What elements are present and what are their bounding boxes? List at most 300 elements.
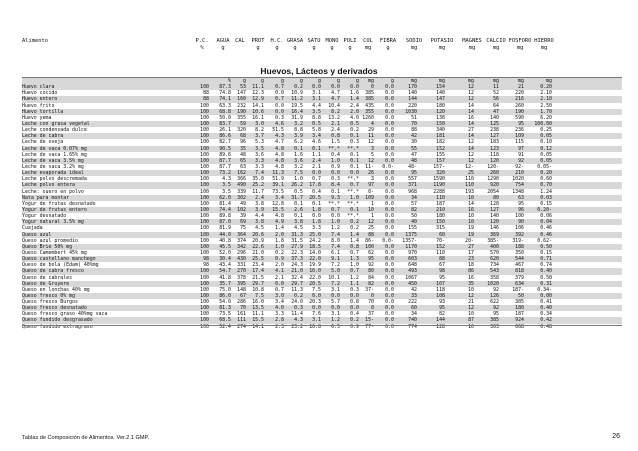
table-cell: 355 bbox=[237, 114, 246, 121]
table-cell: 590 bbox=[515, 114, 524, 121]
table-cell: 1.4 bbox=[275, 225, 284, 232]
food-name: Queso fresco Burgos bbox=[22, 299, 78, 306]
table-cell: 22.6 bbox=[252, 243, 264, 250]
table-cell: 0 bbox=[371, 84, 374, 91]
table-cell: 11.1 bbox=[252, 84, 264, 91]
food-name: Queso azul bbox=[22, 231, 52, 238]
table-cell: 83.7 bbox=[219, 120, 231, 127]
header-col-unit: mg bbox=[540, 44, 548, 51]
table-cell: 88 bbox=[368, 231, 374, 238]
table-cell: 0.7 bbox=[350, 249, 359, 256]
table-cell: 0.0 bbox=[385, 231, 394, 238]
table-cell: 9.3 bbox=[331, 194, 340, 201]
table-cell: 100.00 bbox=[534, 120, 552, 127]
table-cell: 0.0 bbox=[331, 292, 340, 299]
table-cell: 12 bbox=[468, 157, 474, 164]
table-cell: 15- bbox=[365, 317, 374, 324]
table-cell: 1.0 bbox=[350, 262, 359, 269]
table-cell: 30.4 bbox=[219, 256, 231, 263]
table-cell: 20.5 bbox=[309, 194, 321, 201]
table-cell: 0.4 bbox=[350, 311, 359, 318]
table-cell: 319- bbox=[512, 237, 524, 244]
table-cell: 1.24 bbox=[540, 188, 552, 195]
table-cell: 0.0 bbox=[331, 170, 340, 177]
table-cell: 51.9 bbox=[272, 176, 284, 183]
table-cell: 8.2 bbox=[255, 127, 264, 134]
header-col-11 bbox=[400, 38, 428, 51]
table-cell: 80 bbox=[493, 194, 499, 201]
table-cell: 0.7 bbox=[275, 84, 284, 91]
table-cell: 0.2 bbox=[350, 225, 359, 232]
table-cell: 2.4 bbox=[255, 194, 264, 201]
table-cell: 52.4 bbox=[219, 323, 231, 330]
table-cell: 53 bbox=[240, 84, 246, 91]
table-cell: 10.9 bbox=[291, 90, 303, 97]
header-col-16 bbox=[530, 38, 558, 51]
table-cell: 0.0 bbox=[385, 280, 394, 287]
table-cell: 87.0 bbox=[219, 219, 231, 226]
table-cell: 1.2 bbox=[331, 225, 340, 232]
table-cell: 152 bbox=[436, 243, 445, 250]
table-cell: 0.0 bbox=[312, 170, 321, 177]
table-cell: 190 bbox=[237, 108, 246, 115]
table-cell: 493 bbox=[408, 268, 417, 275]
table-cell: 385 bbox=[365, 96, 374, 103]
table-cell: 100 bbox=[200, 231, 209, 238]
table-cell: 3.6 bbox=[294, 157, 303, 164]
table-cell: 3.6 bbox=[255, 151, 264, 158]
table-cell: 0.05 bbox=[540, 133, 552, 140]
table-cell: 88 bbox=[411, 127, 417, 134]
table-cell: 12 bbox=[368, 219, 374, 226]
table-cell: 2.0 bbox=[275, 262, 284, 269]
table-cell: 16.1 bbox=[252, 114, 264, 121]
table-cell: 4.3 bbox=[275, 133, 284, 140]
table-cell: 1.6 bbox=[294, 151, 303, 158]
table-cell: 51.5 bbox=[272, 127, 284, 134]
table-cell: 0.0 bbox=[385, 286, 394, 293]
food-name: Queso fresco graso 40%mg vaca bbox=[22, 311, 108, 318]
table-cell: 0.3 bbox=[275, 114, 284, 121]
table-cell: 1190 bbox=[433, 182, 445, 189]
table-cell: 100 bbox=[200, 311, 209, 318]
table-cell: 148 bbox=[237, 286, 246, 293]
table-cell: 162 bbox=[237, 170, 246, 177]
table-cell: 0.03 bbox=[540, 194, 552, 201]
table-cell: 1357- bbox=[402, 237, 417, 244]
table-cell: 75 bbox=[240, 225, 246, 232]
table-cell: 1030 bbox=[405, 108, 417, 115]
table-cell: 100 bbox=[200, 108, 209, 115]
table-cell: 11.4 bbox=[291, 311, 303, 318]
table-cell: 0.71 bbox=[540, 256, 552, 263]
table-cell: 97 bbox=[518, 145, 524, 152]
table-cell: 0.3 bbox=[331, 176, 340, 183]
table-cell: 115 bbox=[515, 139, 524, 146]
table-cell: 220 bbox=[408, 102, 417, 109]
table-cell: 16.0 bbox=[309, 268, 321, 275]
table-cell: 96 bbox=[518, 206, 524, 213]
table-cell: 4.0 bbox=[275, 305, 284, 312]
table-cell: 100 bbox=[365, 243, 374, 250]
table-cell: 320 bbox=[436, 170, 445, 177]
table-cell: 0.05 bbox=[540, 157, 552, 164]
table-cell: 0.0 bbox=[350, 292, 359, 299]
table-cell: **.* bbox=[347, 176, 359, 183]
table-cell: 0.7 bbox=[275, 96, 284, 103]
table-cell: 25.2 bbox=[252, 182, 264, 189]
table-cell: 11 bbox=[368, 133, 374, 140]
table-cell: 100 bbox=[200, 127, 209, 134]
table-cell: 1.0 bbox=[275, 243, 284, 250]
table-cell: 95 bbox=[518, 120, 524, 127]
table-cell: 89.8 bbox=[219, 213, 231, 220]
table-cell: 10 bbox=[468, 311, 474, 318]
table-cell: 260 bbox=[490, 170, 499, 177]
table-cell: 366 bbox=[237, 176, 246, 183]
table-cell: 17.8 bbox=[309, 182, 321, 189]
table-cell: 3.7 bbox=[255, 133, 264, 140]
table-cell: 0.15 bbox=[540, 249, 552, 256]
table-cell: 0.0- bbox=[382, 237, 394, 244]
table-cell: 97 bbox=[368, 182, 374, 189]
table-cell: 14 bbox=[468, 102, 474, 109]
table-cell: 0.0 bbox=[385, 317, 394, 324]
table-cell: 0.05 bbox=[540, 151, 552, 158]
food-name: Yogur de frutas desnatado bbox=[22, 200, 96, 207]
table-cell: 110 bbox=[465, 176, 474, 183]
table-cell: 118 bbox=[490, 151, 499, 158]
table-cell: 88 bbox=[203, 96, 209, 103]
table-cell: 340 bbox=[436, 127, 445, 134]
table-cell: 1.8 bbox=[275, 237, 284, 244]
table-cell: 0.0 bbox=[312, 305, 321, 312]
table-cell: 16.8 bbox=[309, 323, 321, 330]
header-col-label: SATU bbox=[307, 38, 321, 44]
table-cell: 95 bbox=[368, 256, 374, 263]
table-cell: 0.12 bbox=[540, 145, 552, 152]
table-cell: 0.1 bbox=[294, 145, 303, 152]
table-cell: 87 bbox=[468, 317, 474, 324]
table-cell: 44.0 bbox=[219, 231, 231, 238]
table-cell: **.* bbox=[347, 145, 359, 152]
table-cell: 0.0 bbox=[331, 84, 340, 91]
table-cell: 100 bbox=[200, 249, 209, 256]
table-cell: 62.0 bbox=[219, 194, 231, 201]
table-cell: 74.4 bbox=[219, 206, 231, 213]
section-title: Huevos, Lácteos y derivados bbox=[260, 66, 378, 76]
table-cell: 0.0 bbox=[385, 84, 394, 91]
table-cell: 100 bbox=[200, 139, 209, 146]
table-cell: 570 bbox=[490, 249, 499, 256]
table-cell: 0.60 bbox=[540, 176, 552, 183]
table-cell: 5.8 bbox=[312, 127, 321, 134]
header-col-unit: mg bbox=[410, 44, 418, 51]
table-cell: 81.3 bbox=[219, 305, 231, 312]
table-cell: 4.6 bbox=[312, 139, 321, 146]
table-cell: 100 bbox=[200, 84, 209, 91]
unit-cell: mg bbox=[545, 78, 552, 84]
table-cell: 0.0 bbox=[275, 280, 284, 287]
table-cell: 126 bbox=[490, 292, 499, 299]
table-cell: 0.1 bbox=[350, 163, 359, 170]
table-cell: 68.5 bbox=[219, 317, 231, 324]
table-cell: 320 bbox=[237, 127, 246, 134]
table-cell: 12 bbox=[468, 96, 474, 103]
header-col-label: GRASA bbox=[286, 38, 304, 44]
table-cell: 100 bbox=[200, 182, 209, 189]
table-cell: 68.8 bbox=[219, 108, 231, 115]
table-cell: 88 bbox=[439, 256, 445, 263]
table-cell: 89.6 bbox=[219, 151, 231, 158]
table-cell: 50 bbox=[411, 213, 417, 220]
table-cell: 0.0 bbox=[385, 145, 394, 152]
table-cell: 668 bbox=[515, 323, 524, 330]
table-cell: 40 bbox=[411, 219, 417, 226]
table-cell: 1 bbox=[371, 200, 374, 207]
table-cell: 0.5 bbox=[350, 120, 359, 127]
table-cell: **.* bbox=[328, 200, 340, 207]
table-cell: 95 bbox=[518, 200, 524, 207]
table-cell: 140 bbox=[436, 90, 445, 97]
food-name: Huevo cocido bbox=[22, 90, 58, 97]
table-cell: 3.4 bbox=[275, 299, 284, 306]
table-cell: 100 bbox=[200, 274, 209, 281]
table-cell: 16 bbox=[468, 114, 474, 121]
food-name: Huevo entero bbox=[22, 96, 58, 103]
table-cell: 395 bbox=[237, 280, 246, 287]
table-cell: 0.41 bbox=[540, 299, 552, 306]
table-cell: 100 bbox=[200, 280, 209, 287]
table-cell: 7.4 bbox=[255, 170, 264, 177]
table-cell: 0.20 bbox=[540, 84, 552, 91]
table-cell: 96 bbox=[240, 139, 246, 146]
table-cell: 0.7 bbox=[275, 286, 284, 293]
table-cell: 0.0 bbox=[385, 225, 394, 232]
table-cell: 0.1 bbox=[350, 133, 359, 140]
table-cell: 11.1 bbox=[252, 311, 264, 318]
unit-cell: mg bbox=[438, 78, 445, 84]
table-cell: 3.0 bbox=[275, 292, 284, 299]
table-cell: 3.4 bbox=[312, 133, 321, 140]
table-cell: 67 bbox=[240, 292, 246, 299]
table-cell: 57 bbox=[411, 200, 417, 207]
table-cell: 6.2 bbox=[294, 139, 303, 146]
table-cell: 0 bbox=[371, 305, 374, 312]
table-cell: 63.3 bbox=[219, 102, 231, 109]
unit-cell: g bbox=[242, 78, 246, 84]
table-cell: 1348 bbox=[512, 188, 524, 195]
table-cell: 3.8 bbox=[255, 219, 264, 226]
food-table bbox=[22, 78, 622, 330]
table-cell: 0.8 bbox=[331, 133, 340, 140]
table-cell: 5.7 bbox=[331, 299, 340, 306]
header-col-unit: % bbox=[200, 44, 204, 51]
header-col-unit: g bbox=[221, 44, 225, 51]
table-cell: 21.0 bbox=[291, 268, 303, 275]
table-cell: 14 bbox=[468, 120, 474, 127]
table-cell: 2.8 bbox=[275, 317, 284, 324]
header-col-unit: g bbox=[386, 44, 390, 51]
table-cell: 0.0 bbox=[385, 182, 394, 189]
table-cell: 0.2 bbox=[275, 249, 284, 256]
table-cell: 12- bbox=[465, 163, 474, 170]
table-cell: 67 bbox=[439, 262, 445, 269]
table-cell: 734 bbox=[490, 262, 499, 269]
food-name: Leche polvo descremada bbox=[22, 176, 87, 183]
table-cell: 0.20 bbox=[540, 170, 552, 177]
table-cell: 100 bbox=[200, 292, 209, 299]
table-cell: 0.20- bbox=[537, 206, 552, 213]
table-cell: 93 bbox=[439, 299, 445, 306]
column-header bbox=[22, 38, 622, 60]
table-cell: 0.2 bbox=[350, 127, 359, 134]
table-cell: 6.20 bbox=[540, 114, 552, 121]
table-cell: 54.0 bbox=[219, 299, 231, 306]
table-cell: 2.50 bbox=[540, 102, 552, 109]
table-cell: 774 bbox=[408, 323, 417, 330]
table-cell: 86.6 bbox=[219, 133, 231, 140]
table-cell: 10 bbox=[368, 206, 374, 213]
table-cell: 2.0 bbox=[275, 231, 284, 238]
table-cell: 40.8 bbox=[219, 237, 231, 244]
table-cell: 6.5 bbox=[331, 323, 340, 330]
table-cell: 2.1 bbox=[275, 274, 284, 281]
unit-cell: g bbox=[260, 78, 264, 84]
table-cell: 0.1 bbox=[312, 145, 321, 152]
table-cell: 12 bbox=[468, 84, 474, 91]
table-cell: 19.5 bbox=[291, 102, 303, 109]
food-name: Queso de cabrales bbox=[22, 274, 73, 281]
table-cell: 7.4 bbox=[331, 243, 340, 250]
table-cell: 187 bbox=[436, 200, 445, 207]
header-col-unit: g bbox=[256, 44, 260, 51]
footer-text: Tablas de Composición de Alimentos. Ver.2.1 GMP. bbox=[22, 435, 150, 441]
table-cell: 315 bbox=[436, 225, 445, 232]
food-name: Leche de oveja bbox=[22, 139, 64, 146]
food-name: Queso azul promedio bbox=[22, 237, 78, 244]
table-cell: 270 bbox=[237, 268, 246, 275]
table-cell: 0.9 bbox=[275, 256, 284, 263]
food-name: Cuajada bbox=[22, 225, 43, 232]
table-cell: 0.4 bbox=[331, 151, 340, 158]
table-cell: 118 bbox=[436, 286, 445, 293]
table-cell: 110 bbox=[436, 249, 445, 256]
table-cell: 385- bbox=[487, 237, 499, 244]
table-cell: 0.34- bbox=[537, 286, 552, 293]
table-cell: 3.2 bbox=[294, 163, 303, 170]
table-cell: 24.3 bbox=[291, 262, 303, 269]
table-cell: 0.1 bbox=[350, 157, 359, 164]
table-cell: 0.7 bbox=[312, 176, 321, 183]
table-cell: 740 bbox=[408, 317, 417, 324]
table-cell: 21 bbox=[518, 84, 524, 91]
table-cell: 82.7 bbox=[219, 139, 231, 146]
table-cell: 20.9 bbox=[252, 237, 264, 244]
table-cell: 18 bbox=[468, 262, 474, 269]
table-cell: **.* bbox=[347, 213, 359, 220]
table-cell: 4.9 bbox=[275, 219, 284, 226]
table-cell: 170 bbox=[408, 84, 417, 91]
food-name: Leche: suero en polvo bbox=[22, 188, 84, 195]
table-cell: 12 bbox=[368, 157, 374, 164]
table-cell: 63 bbox=[240, 163, 246, 170]
table-cell: 14.0 bbox=[309, 249, 321, 256]
table-cell: 27 bbox=[468, 243, 474, 250]
table-cell: 0.0 bbox=[385, 206, 394, 213]
table-cell: 100 bbox=[200, 317, 209, 324]
table-cell: 4.7 bbox=[275, 139, 284, 146]
table-cell: 0.0 bbox=[385, 120, 394, 127]
table-cell: 1260 bbox=[362, 114, 374, 121]
header-col-label: MAGNES bbox=[462, 38, 482, 44]
table-cell: **.* bbox=[328, 145, 340, 152]
table-cell: 47 bbox=[493, 108, 499, 115]
table-cell: 14 bbox=[468, 145, 474, 152]
table-cell: 50 bbox=[518, 292, 524, 299]
table-cell: 3.5 bbox=[312, 108, 321, 115]
table-cell: 128 bbox=[436, 323, 445, 330]
table-cell: 86 bbox=[468, 268, 474, 275]
table-cell: 0.0 bbox=[385, 243, 394, 250]
table-cell: 154 bbox=[436, 84, 445, 91]
table-cell: 150 bbox=[436, 120, 445, 127]
table-cell: 2.10 bbox=[540, 96, 552, 103]
table-cell: 0.34 bbox=[540, 311, 552, 318]
table-cell: 4.8 bbox=[275, 145, 284, 152]
table-cell: 0.1 bbox=[350, 206, 359, 213]
table-cell: 29 bbox=[368, 127, 374, 134]
table-cell: 29.7 bbox=[252, 280, 264, 287]
header-col-12 bbox=[428, 38, 456, 51]
table-cell: 2.3 bbox=[275, 323, 284, 330]
table-cell: 12.3 bbox=[252, 90, 264, 97]
table-cell: 0.0 bbox=[385, 323, 394, 330]
table-cell: 0.06 bbox=[540, 213, 552, 220]
table-cell: 14 bbox=[468, 200, 474, 207]
table-cell: 260 bbox=[515, 102, 524, 109]
table-cell: 32.4 bbox=[291, 274, 303, 281]
table-cell: 4.6 bbox=[275, 120, 284, 127]
table-cell: 43.4 bbox=[219, 262, 231, 269]
table-cell: 180 bbox=[436, 213, 445, 220]
table-cell: 0.0 bbox=[350, 170, 359, 177]
table-cell: 23.4 bbox=[252, 262, 264, 269]
table-cell: 92 bbox=[493, 286, 499, 293]
unit-cell: mg bbox=[367, 78, 374, 84]
table-cell: 31.5 bbox=[291, 237, 303, 244]
table-cell: 73.5 bbox=[272, 188, 284, 195]
table-cell: 0.7 bbox=[331, 206, 340, 213]
table-cell: 92 bbox=[518, 157, 524, 164]
table-cell: 3.8 bbox=[294, 219, 303, 226]
table-cell: 3.1 bbox=[331, 311, 340, 318]
table-cell: 190 bbox=[515, 108, 524, 115]
table-cell: 3.4 bbox=[275, 194, 284, 201]
table-cell: 10.1 bbox=[328, 274, 340, 281]
table-cell: 70- bbox=[436, 237, 445, 244]
table-cell: 180 bbox=[515, 305, 524, 312]
table-cell: 970 bbox=[408, 249, 417, 256]
table-cell: 98 bbox=[203, 262, 209, 269]
table-cell: 12 bbox=[468, 90, 474, 97]
table-cell: 15.5 bbox=[252, 317, 264, 324]
table-cell: 3.1 bbox=[312, 96, 321, 103]
table-cell: 35.0 bbox=[252, 176, 264, 183]
table-cell: 10 bbox=[468, 194, 474, 201]
table-cell: 14 bbox=[468, 133, 474, 140]
table-cell: 55 bbox=[411, 145, 417, 152]
